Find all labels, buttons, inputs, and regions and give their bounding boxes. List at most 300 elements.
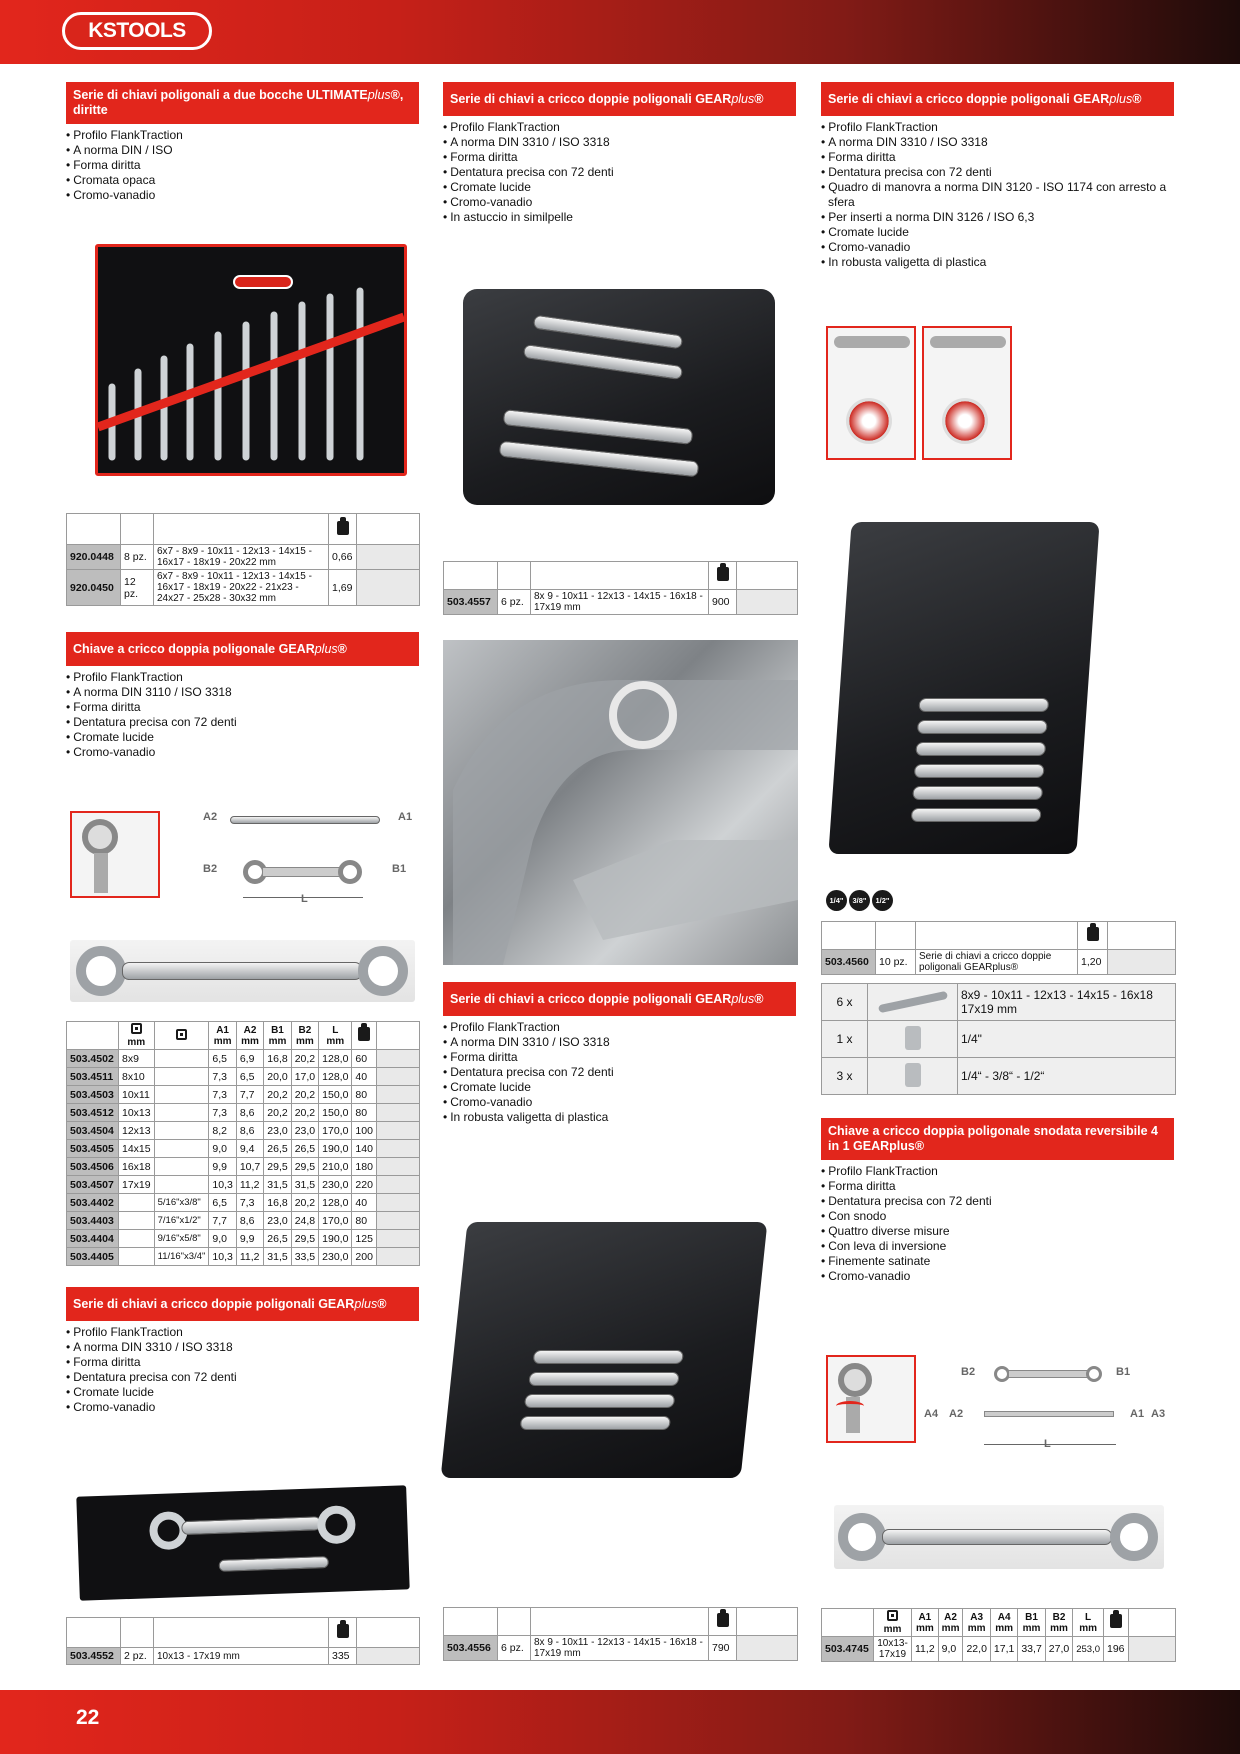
cell-empty [377, 1248, 420, 1266]
dim-w: 180 [352, 1158, 377, 1176]
pieces-count: 12 pz. [121, 570, 154, 606]
contents-row [822, 1021, 1176, 1058]
cell-empty [377, 1212, 420, 1230]
table-row [67, 1176, 420, 1194]
cell-empty [377, 1122, 420, 1140]
spec-table-case [443, 1607, 798, 1661]
size-range: 6x7 - 8x9 - 10x11 - 12x13 - 14x15 - 16x17 - 18x19 - 20x22 - 21x23 - 24x27 - 25x28 - 30x32 mm [154, 570, 329, 606]
dim-l: 150,0 [319, 1104, 352, 1122]
feature-item: • Con leva di inversione [821, 1239, 1174, 1254]
dim-a1: 7,3 [209, 1086, 236, 1104]
section-title: Chiave a cricco doppia poligonale snodata reversibile 4 in 1 GEARplus® [821, 1118, 1174, 1160]
article-number: 503.4502 [67, 1050, 119, 1068]
inset-socket [942, 398, 988, 444]
inch-size [154, 1176, 209, 1194]
dim-b2: 27,0 [1045, 1637, 1072, 1662]
feature-item: • Cromate lucide [66, 1385, 419, 1400]
product-photo [76, 1485, 409, 1600]
dim-b2: 33,5 [291, 1248, 318, 1266]
inch-size [154, 1050, 209, 1068]
technical-drawing: A2 A1 B2 B1 L [203, 811, 413, 905]
wrench-icon [877, 991, 947, 1013]
metric-socket-icon [131, 1023, 142, 1034]
section-gearplus-2pc [66, 1287, 419, 1415]
dim-b1: 26,5 [264, 1140, 291, 1158]
section-gearplus-single [66, 632, 419, 760]
table-row [822, 950, 1176, 975]
dim-a1: 10,3 [209, 1248, 236, 1266]
article-number: 920.0450 [67, 570, 121, 606]
table-row [67, 1050, 420, 1068]
dim-b1: 23,0 [264, 1122, 291, 1140]
wrench [533, 315, 683, 350]
article-number: 503.4552 [67, 1648, 121, 1665]
table-row [67, 1104, 420, 1122]
feature-item: • Profilo FlankTraction [821, 1164, 1174, 1179]
dim-b2: 31,5 [291, 1176, 318, 1194]
weight-value: 0,66 [329, 545, 357, 570]
section-title: Serie di chiavi a cricco doppie poligonali GEARplus® [821, 82, 1174, 116]
cell-empty [377, 1050, 420, 1068]
feature-item: • Cromo-vanadio [66, 745, 419, 760]
pieces-count: 2 pz. [121, 1648, 154, 1665]
dim-w: 140 [352, 1140, 377, 1158]
dim-b2: 29,5 [291, 1158, 318, 1176]
weight-value: 1,69 [329, 570, 357, 606]
inch-size: 7/16"x1/2" [154, 1212, 209, 1230]
section-gearplus-drive-set [821, 82, 1174, 270]
feature-item: • In robusta valigetta di plastica [821, 255, 1174, 270]
dim-a2: 11,2 [236, 1248, 263, 1266]
feature-item: • Forma diritta [66, 1355, 419, 1370]
rotation-arrow-icon [836, 1401, 864, 1411]
table-row [67, 1068, 420, 1086]
inch-size [154, 1104, 209, 1122]
dim-w: 40 [352, 1194, 377, 1212]
weight-icon [337, 1624, 349, 1638]
article-number: 503.4504 [67, 1122, 119, 1140]
socket-adapter-icon [905, 1063, 921, 1087]
article-number: 503.4511 [67, 1068, 119, 1086]
dim-l: 230,0 [319, 1248, 352, 1266]
feature-item: • A norma DIN 3310 / ISO 3318 [443, 1035, 796, 1050]
metric-size [119, 1194, 155, 1212]
dim-b2: 24,8 [291, 1212, 318, 1230]
dim-w: 125 [352, 1230, 377, 1248]
cell-empty [737, 590, 798, 615]
dim-b2: 20,2 [291, 1104, 318, 1122]
inch-socket-icon [176, 1029, 187, 1040]
metric-size [119, 1230, 155, 1248]
product-photo [834, 1505, 1164, 1569]
weight-icon [358, 1027, 370, 1041]
dim-b2: 23,0 [291, 1122, 318, 1140]
table-row [67, 570, 420, 606]
metric-size: 12x13 [119, 1122, 155, 1140]
drawing-beam [1008, 1370, 1088, 1378]
table-row [67, 545, 420, 570]
detail-inset [826, 1355, 916, 1443]
table-row [67, 1086, 420, 1104]
contents-qty: 6 x [822, 984, 868, 1021]
feature-list [66, 128, 419, 203]
dim-l: 190,0 [319, 1140, 352, 1158]
spec-table-2pc [66, 1617, 420, 1665]
feature-item: • Cromo-vanadio [66, 1400, 419, 1415]
wrench [914, 764, 1045, 778]
feature-item: • Per inserti a norma DIN 3126 / ISO 6,3 [821, 210, 1174, 225]
article-number: 503.4512 [67, 1104, 119, 1122]
feature-item: • Profilo FlankTraction [66, 670, 419, 685]
inch-size: 5/16"x3/8" [154, 1194, 209, 1212]
drive-badge: 1/2" [872, 890, 893, 911]
inch-size [154, 1158, 209, 1176]
inch-size [154, 1122, 209, 1140]
cell-empty [377, 1194, 420, 1212]
ring-end [317, 1505, 356, 1544]
table-row [822, 1637, 1176, 1662]
feature-item: • Dentatura precisa con 72 denti [821, 165, 1174, 180]
feature-item: • Cromo-vanadio [443, 195, 796, 210]
contents-row [822, 984, 1176, 1021]
article-number: 920.0448 [67, 545, 121, 570]
wrench [918, 698, 1049, 712]
pieces-count: 6 pz. [498, 1636, 531, 1661]
product-photo [828, 522, 1099, 854]
cell-empty [377, 1086, 420, 1104]
metric-size [119, 1248, 155, 1266]
feature-item: • Profilo FlankTraction [66, 128, 419, 143]
dim-w: 196 [1104, 1637, 1129, 1662]
feature-item: • In robusta valigetta di plastica [443, 1110, 796, 1125]
case-closeup [443, 640, 798, 965]
dim-w: 80 [352, 1104, 377, 1122]
cell-empty [377, 1176, 420, 1194]
table-row [444, 590, 798, 615]
product-photo [95, 244, 407, 476]
feature-item: • Forma diritta [66, 700, 419, 715]
wrench [915, 742, 1046, 756]
weight-icon [717, 567, 729, 581]
table-row [67, 1248, 420, 1266]
detail-inset [70, 811, 160, 898]
dim-b2: 29,5 [291, 1230, 318, 1248]
table-row [67, 1140, 420, 1158]
weight-value: 790 [709, 1636, 737, 1661]
product-photo [463, 289, 775, 505]
wrench [528, 1372, 679, 1386]
feature-list [66, 670, 419, 760]
dim-a1: 7,3 [209, 1068, 236, 1086]
dim-a2: 7,7 [236, 1086, 263, 1104]
metric-size: 8x9 [119, 1050, 155, 1068]
inch-size: 9/16"x5/8" [154, 1230, 209, 1248]
spec-table-flex: mm A1 mm A2 mm A3 mm A4 mm B1 mm B2 mm L mm 503.4745 10x13- 17x19 11,2 9,0 22,0 17,1 33,7 27,0 253,0 196 [821, 1608, 1176, 1662]
pieces-count: 10 pz. [876, 950, 916, 975]
weight-value: 900 [709, 590, 737, 615]
wrench [917, 720, 1048, 734]
article-number: 503.4745 [822, 1637, 874, 1662]
feature-item: • Forma diritta [66, 158, 419, 173]
dim-b2: 17,0 [291, 1068, 318, 1086]
dim-a2: 7,3 [236, 1194, 263, 1212]
drive-badges [826, 890, 895, 911]
article-number: 503.4405 [67, 1248, 119, 1266]
feature-item: • A norma DIN 3310 / ISO 3318 [443, 135, 796, 150]
feature-item: • Cromo-vanadio [443, 1095, 796, 1110]
metric-size: 10x11 [119, 1086, 155, 1104]
metric-size: 17x19 [119, 1176, 155, 1194]
contents-desc: 1/4“ - 3/8“ - 1/2“ [958, 1058, 1176, 1095]
table-row [67, 1194, 420, 1212]
drawing-side-view [230, 816, 380, 824]
wrench [524, 1394, 675, 1408]
size-range: 10x13 - 17x19 mm [154, 1648, 329, 1665]
dim-l: 170,0 [319, 1212, 352, 1230]
dim-a3: 22,0 [963, 1637, 990, 1662]
feature-list [66, 1325, 419, 1415]
dim-a2: 8,6 [236, 1212, 263, 1230]
feature-list [443, 1020, 796, 1125]
article-number: 503.4556 [444, 1636, 498, 1661]
table-row [67, 1122, 420, 1140]
feature-item: • Forma diritta [821, 150, 1174, 165]
brand-logo[interactable]: KSTOOLS [62, 12, 212, 50]
dim-a1: 7,7 [209, 1212, 236, 1230]
feature-item: • A norma DIN 3310 / ISO 3318 [66, 1340, 419, 1355]
section-title: Serie di chiavi poligonali a due bocche ULTIMATEplus®, diritte [66, 82, 419, 124]
ring-end-right [358, 946, 408, 996]
inch-size [154, 1068, 209, 1086]
article-number: 503.4506 [67, 1158, 119, 1176]
size-range: 6x7 - 8x9 - 10x11 - 12x13 - 14x15 - 16x17 - 18x19 - 20x22 mm [154, 545, 329, 570]
cell-empty [357, 570, 420, 606]
metric-size [119, 1212, 155, 1230]
cell-empty [377, 1068, 420, 1086]
contents-desc: 1/4" [958, 1021, 1176, 1058]
article-number: 503.4404 [67, 1230, 119, 1248]
dim-w: 80 [352, 1212, 377, 1230]
dim-l: 253,0 [1073, 1637, 1104, 1662]
feature-item: • Finemente satinate [821, 1254, 1174, 1269]
feature-item: • Dentatura precisa con 72 denti [443, 165, 796, 180]
dim-a1: 6,5 [209, 1194, 236, 1212]
feature-list [821, 120, 1174, 270]
dim-l: 128,0 [319, 1194, 352, 1212]
inch-size: 11/16"x3/4" [154, 1248, 209, 1266]
inset-socket [846, 398, 892, 444]
table-row [444, 1636, 798, 1661]
weight-icon [1087, 927, 1099, 941]
feature-item: • A norma DIN 3310 / ISO 3318 [821, 135, 1174, 150]
feature-item: • Profilo FlankTraction [443, 1020, 796, 1035]
cell-empty [377, 1104, 420, 1122]
wrench [911, 808, 1042, 822]
feature-item: • Profilo FlankTraction [66, 1325, 419, 1340]
feature-item: • Forma diritta [443, 150, 796, 165]
dim-b1: 31,5 [264, 1248, 291, 1266]
article-number: 503.4503 [67, 1086, 119, 1104]
ratchet-shank [94, 853, 108, 893]
dim-b1: 26,5 [264, 1230, 291, 1248]
feature-item: • Quadro di manovra a norma DIN 3120 - ISO 1174 con arresto a sfera [821, 180, 1174, 210]
wrench-beam [181, 1516, 321, 1535]
footer-band [0, 1690, 1240, 1754]
feature-item: • Cromata opaca [66, 173, 419, 188]
wrench [523, 344, 683, 380]
feature-item: • Forma diritta [821, 1179, 1174, 1194]
wrench [520, 1416, 671, 1430]
dim-a2: 6,5 [236, 1068, 263, 1086]
inch-size [154, 1086, 209, 1104]
dim-l: 230,0 [319, 1176, 352, 1194]
drawing-ring-right [1086, 1366, 1102, 1382]
dim-a2: 8,6 [236, 1122, 263, 1140]
metric-socket-icon [887, 1610, 898, 1621]
dim-b2: 26,5 [291, 1140, 318, 1158]
dim-a4: 17,1 [990, 1637, 1017, 1662]
size-range: 8x 9 - 10x11 - 12x13 - 14x15 - 16x18 - 17x19 mm [531, 590, 709, 615]
dim-l: 170,0 [319, 1122, 352, 1140]
dim-w: 80 [352, 1086, 377, 1104]
feature-item: • Quattro diverse misure [821, 1224, 1174, 1239]
weight-icon [717, 1613, 729, 1627]
metric-size: 14x15 [119, 1140, 155, 1158]
cell-empty [377, 1230, 420, 1248]
feature-item: • In astuccio in similpelle [443, 210, 796, 225]
dim-a1: 9,0 [209, 1140, 236, 1158]
size-range: Serie di chiavi a cricco doppie poligonali GEARplus® [916, 950, 1078, 975]
feature-item: • Dentatura precisa con 72 denti [66, 1370, 419, 1385]
section-title: Serie di chiavi a cricco doppie poligonali GEARplus® [66, 1287, 419, 1321]
ring-end-left [76, 946, 126, 996]
spec-table-gearplus: mm A1 mm A2 mm B1 mm B2 mm L mm 503.4502 8x9 6,5 6,9 16,8 20,2 128,0 60 503.4511 8x10 7,3 6,5 20,0 17,0 128,0 40 503.4503 10x11 7,3 7,7 20,2 20,2 150,0 80 503.4512 10x13 7,3 8,6 20,2 20,2 150,0 80 503.4504 12x13 8,2 8,6 23,0 23,0 170,0 100 503.4505 14x15 9,0 9,4 26,5 26,5 190,0 140 503.4506 16x18 9,9 10,7 29,5 29,5 210,0 180 503.4507 17x19 10,3 11,2 31,5 31,5 230,0 220 503.4402 5/16"x3/8" 6,5 7,3 16,8 20,2 128,0 40 503.4403 7/16"x1/2" 7,7 8,6 23,0 24,8 170,0 80 503.4404 9/16"x5/8" 9,0 9,9 26,5 29,5 190,0 125 503.4405 11/16"x3/4" 10,3 11,2 31,5 33,5 230,0 200 [66, 1021, 420, 1266]
cell-empty [1128, 1637, 1175, 1662]
article-number: 503.4507 [67, 1176, 119, 1194]
dim-b1: 16,8 [264, 1194, 291, 1212]
product-photo-closeup [443, 640, 798, 965]
feature-item: • Cromo-vanadio [821, 1269, 1174, 1284]
contents-image [868, 1021, 958, 1058]
dim-b1: 20,2 [264, 1086, 291, 1104]
feature-item: • Cromo-vanadio [66, 188, 419, 203]
dim-w: 100 [352, 1122, 377, 1140]
dim-a2: 9,4 [236, 1140, 263, 1158]
dim-b1: 23,0 [264, 1212, 291, 1230]
weight-value: 335 [329, 1648, 357, 1665]
wrench [533, 1350, 684, 1364]
article-number: 503.4560 [822, 950, 876, 975]
wrench-roll [98, 247, 404, 473]
ratchet-head [82, 819, 118, 855]
feature-item: • Dentatura precisa con 72 denti [443, 1065, 796, 1080]
drive-badge: 3/8" [849, 890, 870, 911]
inset-wrench [834, 336, 910, 348]
dim-b1: 31,5 [264, 1176, 291, 1194]
section-ultimate-set [66, 82, 419, 203]
cell-empty [357, 545, 420, 570]
feature-item: • Cromate lucide [443, 1080, 796, 1095]
feature-item: • A norma DIN / ISO [66, 143, 419, 158]
dim-b1: 33,7 [1018, 1637, 1045, 1662]
cell-empty [357, 1648, 420, 1665]
section-gearplus-case [443, 982, 796, 1125]
detail-inset [826, 326, 916, 460]
dim-b1: 20,2 [264, 1104, 291, 1122]
dim-l: 150,0 [319, 1086, 352, 1104]
section-gearplus-pouch [443, 82, 796, 225]
inch-size [154, 1140, 209, 1158]
drive-badge: 1/4" [826, 890, 847, 911]
wrench [912, 786, 1043, 800]
dim-w: 60 [352, 1050, 377, 1068]
dim-l: 128,0 [319, 1068, 352, 1086]
feature-item: • Cromate lucide [66, 730, 419, 745]
section-title: Serie di chiavi a cricco doppie poligonali GEARplus® [443, 982, 796, 1016]
wrench-beam [882, 1529, 1112, 1545]
dim-a2: 11,2 [236, 1176, 263, 1194]
spec-table-drive-set [821, 921, 1176, 975]
dim-b1: 16,8 [264, 1050, 291, 1068]
section-title: Serie di chiavi a cricco doppie poligonali GEARplus® [443, 82, 796, 116]
dim-l: 190,0 [319, 1230, 352, 1248]
weight-value: 1,20 [1078, 950, 1108, 975]
product-photo [441, 1222, 768, 1478]
dim-a2: 10,7 [236, 1158, 263, 1176]
weight-icon [337, 521, 349, 535]
feature-item: • Profilo FlankTraction [443, 120, 796, 135]
dim-w: 40 [352, 1068, 377, 1086]
drawing-side-view [984, 1411, 1114, 1417]
wrench [503, 409, 694, 445]
ratchet-head [838, 1363, 872, 1397]
feature-item: • Dentatura precisa con 72 denti [821, 1194, 1174, 1209]
cell-empty [737, 1636, 798, 1661]
inset-wrench [930, 336, 1006, 348]
set-contents-table [821, 983, 1176, 1095]
dim-a1: 11,2 [912, 1637, 939, 1662]
wrench-beam [122, 962, 362, 980]
spec-table-pouch [443, 561, 798, 615]
table-row [67, 1158, 420, 1176]
table-row [67, 1212, 420, 1230]
section-title: Chiave a cricco doppia poligonale GEARplus® [66, 632, 419, 666]
contents-desc: 8x9 - 10x11 - 12x13 - 14x15 - 16x18 17x19 mm [958, 984, 1176, 1021]
product-photo [70, 940, 415, 1002]
weight-icon [1110, 1614, 1122, 1628]
dim-b1: 20,0 [264, 1068, 291, 1086]
feature-list [443, 120, 796, 225]
drawing-ring-right [338, 860, 362, 884]
dim-a2: 6,9 [236, 1050, 263, 1068]
dim-a1: 10,3 [209, 1176, 236, 1194]
pieces-count: 8 pz. [121, 545, 154, 570]
ring-end-right [1110, 1513, 1158, 1561]
contents-row [822, 1058, 1176, 1095]
article-number: 503.4403 [67, 1212, 119, 1230]
wrench [499, 441, 700, 478]
metric-size: 8x10 [119, 1068, 155, 1086]
article-number: 503.4505 [67, 1140, 119, 1158]
feature-item: • Cromate lucide [443, 180, 796, 195]
dim-w: 200 [352, 1248, 377, 1266]
contents-image [868, 984, 958, 1021]
table-row [67, 1648, 420, 1665]
pieces-count: 6 pz. [498, 590, 531, 615]
drawing-beam [262, 867, 342, 877]
cell-empty [1108, 950, 1176, 975]
dim-a1: 6,5 [209, 1050, 236, 1068]
